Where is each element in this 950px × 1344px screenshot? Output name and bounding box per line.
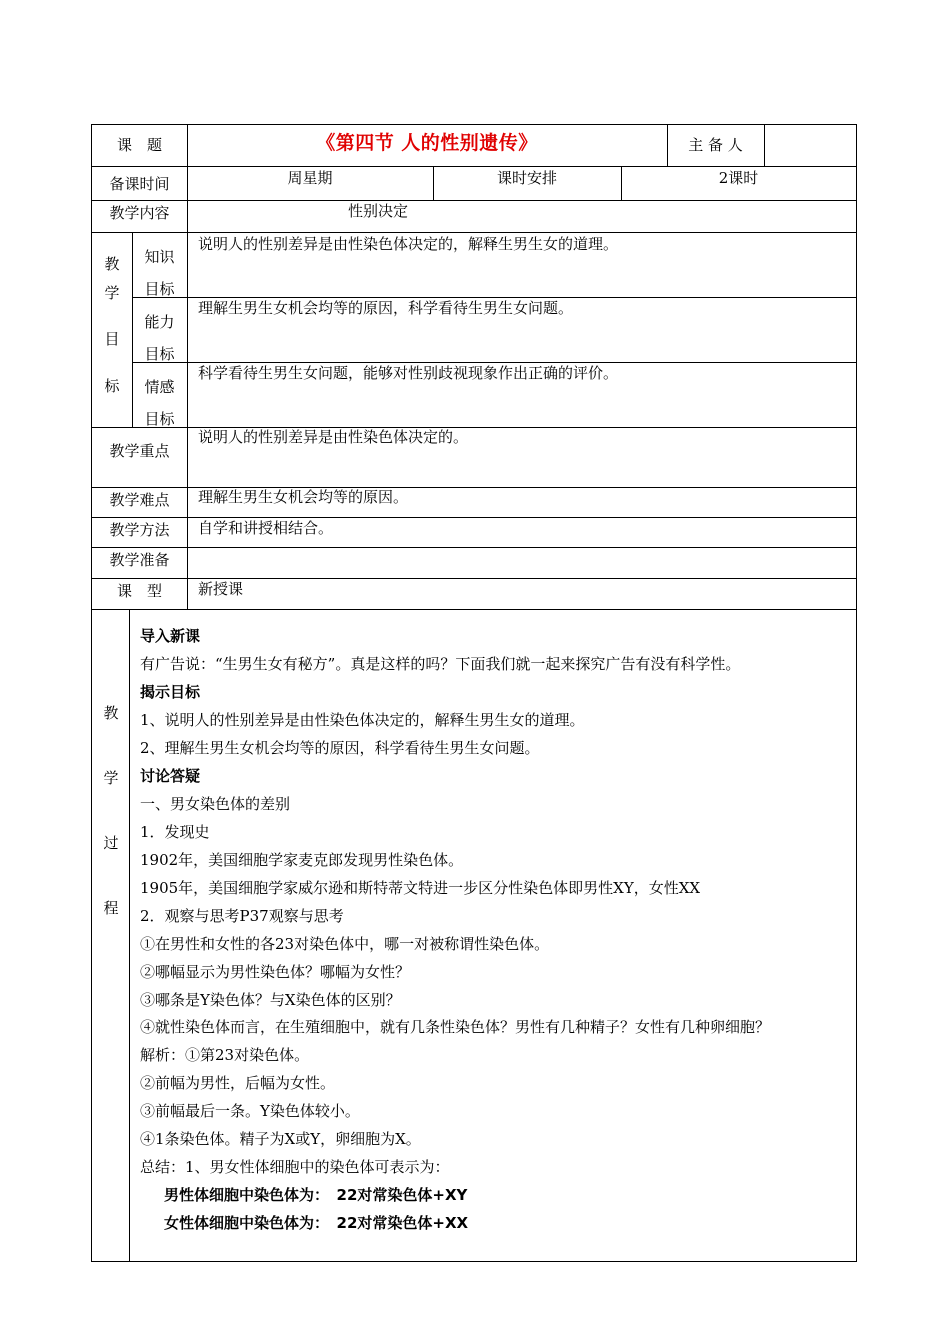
emotion-label-1: 情感 — [144, 378, 175, 396]
process-line: 男性体细胞中染色体为： 22对常染色体+XY — [164, 1186, 468, 1204]
key-point-text: 说明人的性别差异是由性染色体决定的。 — [198, 428, 469, 446]
preparer-label: 主 备 人 — [688, 136, 743, 154]
process-char-2: 学 — [103, 769, 119, 787]
process-line: ③前幅最后一条。Y染色体较小。 — [140, 1102, 360, 1120]
week-value: 周星期 — [287, 169, 333, 187]
process-line: ①在男性和女性的各23对染色体中，哪一对被称谓性染色体。 — [140, 935, 550, 953]
process-char-4: 程 — [103, 899, 119, 917]
difficulty-text: 理解生男生女机会均等的原因。 — [198, 488, 409, 506]
emotion-goal-text: 科学看待生男生女问题，能够对性别歧视现象作出正确的评价。 — [198, 364, 619, 382]
process-line: 2．观察与思考P37观察与思考 — [140, 907, 344, 925]
time-label: 备课时间 — [109, 175, 170, 193]
process-line: 1902年，美国细胞学家麦克郎发现男性染色体。 — [140, 851, 464, 869]
page-title: 《第四节 人的性别遗传》 — [316, 132, 538, 154]
process-line: 1、说明人的性别差异是由性染色体决定的，解释生男生女的道理。 — [140, 711, 585, 729]
topic-label: 课 题 — [116, 136, 162, 154]
process-line: 1．发现史 — [140, 823, 210, 841]
key-point-label: 教学重点 — [109, 442, 170, 460]
ability-label-2: 目标 — [144, 345, 175, 363]
lesson-type-text: 新授课 — [198, 580, 244, 598]
schedule-label: 课时安排 — [496, 169, 557, 187]
knowledge-goal-text: 说明人的性别差异是由性染色体决定的，解释生男生女的道理。 — [198, 235, 619, 253]
method-text: 自学和讲授相结合。 — [198, 519, 334, 537]
emotion-label-2: 目标 — [144, 410, 175, 428]
method-label: 教学方法 — [109, 521, 170, 539]
process-line: 揭示目标 — [140, 683, 201, 701]
process-line: 女性体细胞中染色体为： 22对常染色体+XX — [164, 1214, 469, 1232]
process-char-1: 教 — [103, 704, 119, 722]
process-line: 讨论答疑 — [140, 767, 201, 785]
goals-char-3: 目 — [104, 330, 120, 348]
content-value: 性别决定 — [348, 202, 409, 220]
ability-label-1: 能力 — [144, 313, 175, 331]
preparation-label: 教学准备 — [109, 551, 170, 569]
process-line: 1905年，美国细胞学家威尔逊和斯特蒂文特进一步区分性染色体即男性XY，女性XX — [140, 879, 701, 897]
knowledge-label-2: 目标 — [144, 280, 175, 298]
process-char-3: 过 — [103, 834, 119, 852]
process-line: 一、男女染色体的差别 — [140, 795, 291, 813]
process-line: 解析：①第23对染色体。 — [140, 1046, 310, 1064]
process-line: ②哪幅显示为男性染色体？哪幅为女性？ — [140, 963, 411, 981]
knowledge-label-1: 知识 — [144, 248, 175, 266]
goals-char-2: 学 — [104, 284, 120, 302]
lesson-type-label: 课 型 — [116, 582, 162, 600]
process-line: 导入新课 — [140, 627, 201, 645]
schedule-value: 2课时 — [718, 169, 759, 187]
process-line: 总结：1、男女性体细胞中的染色体可表示为： — [140, 1158, 450, 1176]
difficulty-label: 教学难点 — [109, 491, 170, 509]
goals-char-1: 教 — [104, 255, 120, 273]
process-line: 2、理解生男生女机会均等的原因，科学看待生男生女问题。 — [140, 739, 540, 757]
process-content — [140, 622, 852, 1237]
process-line: ③哪条是Y染色体？与X染色体的区别？ — [140, 991, 401, 1009]
goals-char-4: 标 — [104, 377, 120, 395]
content-label: 教学内容 — [109, 204, 170, 222]
process-line: ④就性染色体而言，在生殖细胞中，就有几条性染色体？男性有几种精子？女性有几种卵细胞？ — [140, 1018, 771, 1036]
lesson-plan-table — [91, 124, 857, 1262]
process-line: ④1条染色体。精子为X或Y，卵细胞为X。 — [140, 1130, 421, 1148]
ability-goal-text: 理解生男生女机会均等的原因，科学看待生男生女问题。 — [198, 299, 574, 317]
process-line: ②前幅为男性，后幅为女性。 — [140, 1074, 336, 1092]
process-line: 有广告说：“生男生女有秘方”。真是这样的吗？下面我们就一起来探究广告有没有科学性。 — [140, 655, 741, 673]
